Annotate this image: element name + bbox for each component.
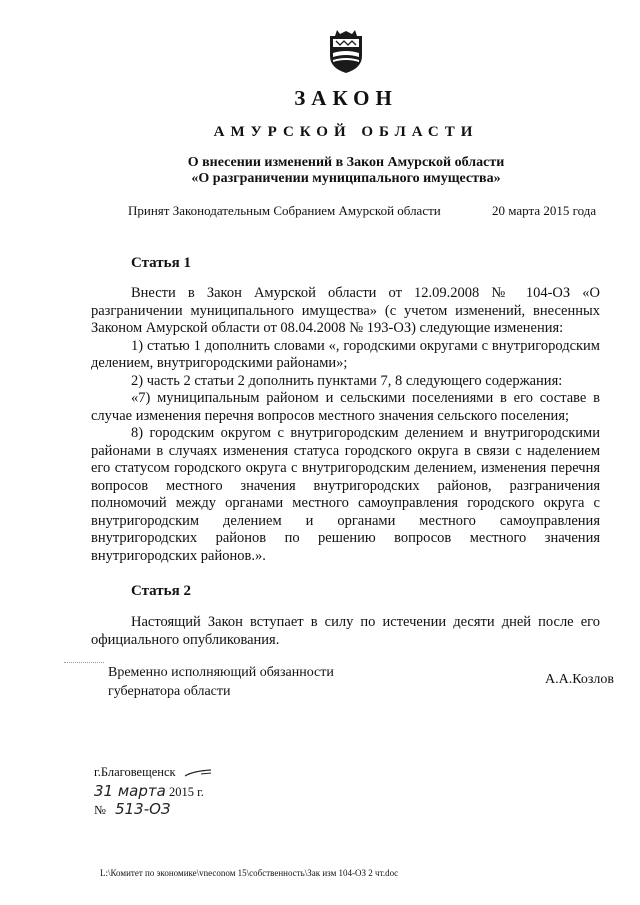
signatory-role-line-1: Временно исполняющий обязанности (108, 665, 334, 680)
subject-line-2: «О разграничении муниципального имущества» (191, 171, 501, 186)
signing-date (94, 782, 204, 800)
adopted-date: 20 марта 2015 года (492, 203, 597, 218)
divider (64, 662, 104, 663)
document-title: ЗАКОН (294, 86, 398, 110)
coat-of-arms-icon (327, 30, 365, 74)
article-1-body (91, 285, 600, 565)
file-path: L:\Комитет по экономике\vnесоnом 15\собственность\Зак изм 104-ОЗ 2 чт.doc (100, 868, 399, 878)
document-subject (0, 155, 640, 187)
law-number (94, 800, 171, 818)
article-1-item-8: 8) городским округом с внутригородским делением и внутригородскими районами в случаях изменения статуса городского округа в связи с наделением его статусом городского округа с внутригородским делением, изменения перечня вопросов местного значения внутригородских районов, разграничения полномочий между органами местного самоуправления городского округа с внутригородским делением и органами местного самоуправления внутригородских районов по решению вопросов местного значения внутригородских районов.». (91, 425, 600, 564)
article-1-item-7: «7) муниципальным районом и сельскими поселениями в его составе в случае изменения перечня вопросов местного значения сельского поселения; (91, 390, 600, 424)
article-1-item-2: 2) часть 2 статьи 2 дополнить пунктами 7, 8 следующего содержания: (131, 372, 563, 389)
article-1-item-1: 1) статью 1 дополнить словами «, городскими округами с внутригородским делением, внутригородскими районами»; (91, 337, 600, 371)
adopted-by: Принят Законодательным Собранием Амурской области (128, 203, 441, 218)
signatory-name: А.А.Козлов (545, 672, 614, 687)
article-1-heading: Статья 1 (131, 255, 191, 271)
signatory-role (108, 663, 334, 701)
number-prefix: № (94, 803, 106, 817)
subject-line-1: О внесении изменений в Закон Амурской области (187, 155, 505, 170)
article-2-text: Настоящий Закон вступает в силу по истечении десяти дней после его официального опубликования. (91, 614, 600, 648)
article-1-intro: Внести в Закон Амурской области от 12.09.2008 № 104-ОЗ «О разграничении муниципального имущества» (с учетом изменений, внесенных Законом Амурской области от 08.04.2008 № 193-ОЗ) следующие изменения: (91, 285, 600, 336)
handwritten-date: 31 марта (94, 782, 166, 800)
signatory-role-line-2: губернатора области (108, 684, 231, 699)
signing-year: 2015 г. (168, 785, 204, 799)
place-of-signing (94, 765, 213, 780)
place-text: г.Благовещенск (94, 765, 176, 779)
article-2-heading: Статья 2 (131, 583, 191, 599)
signature-stroke-icon (183, 768, 213, 778)
handwritten-number: 513-ОЗ (115, 800, 171, 818)
article-2-body (91, 614, 600, 649)
document-region: АМУРСКОЙ ОБЛАСТИ (213, 124, 479, 140)
